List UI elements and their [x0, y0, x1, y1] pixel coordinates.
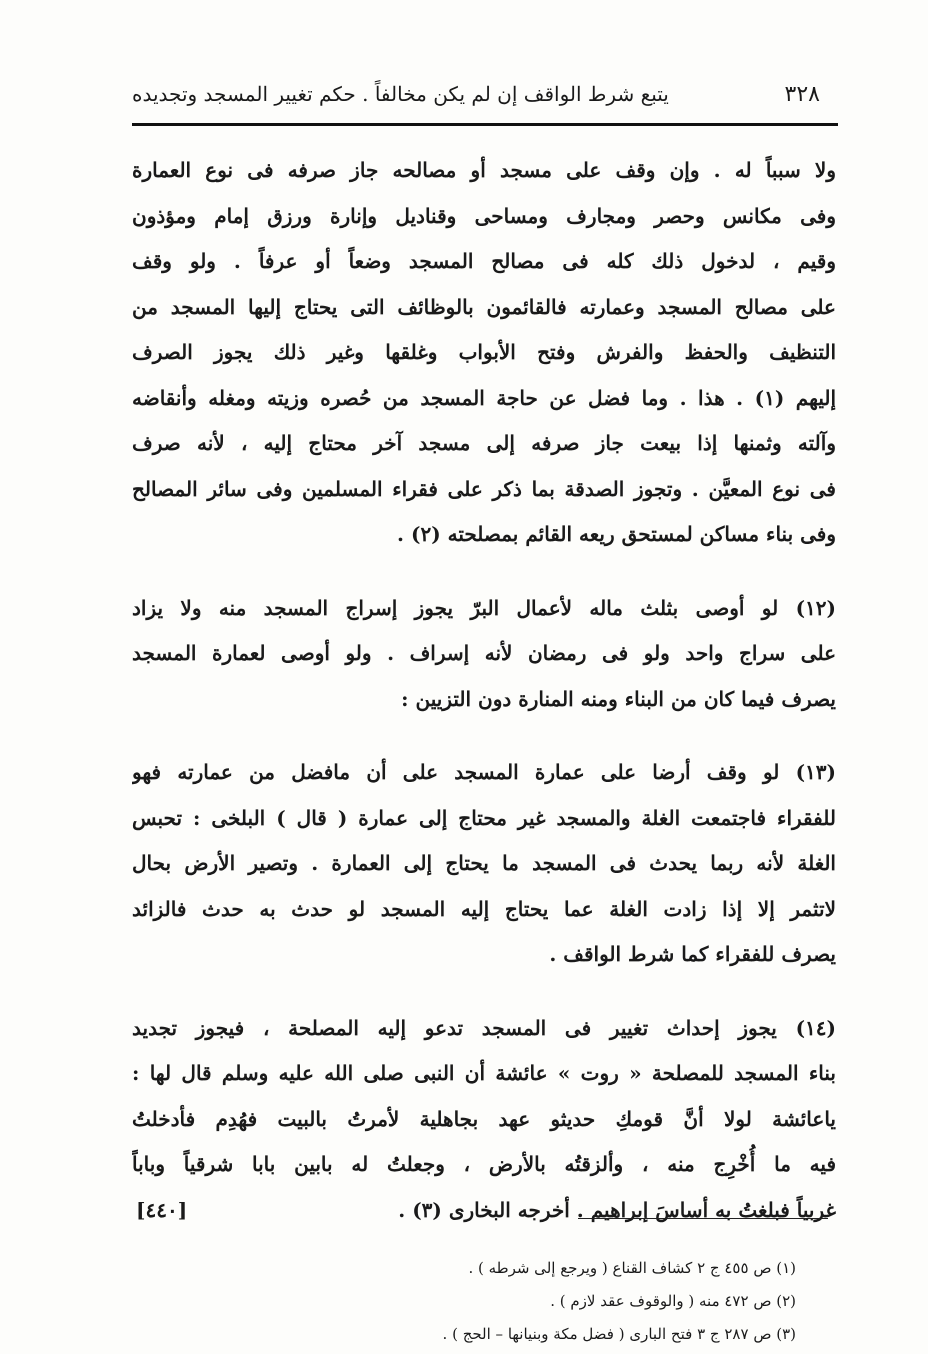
text-line: يصرف للفقراء كما شرط الواقف .	[549, 942, 836, 966]
text-line: ولا سبباً له . وإن وقف على مسجد أو مصالحه جاز صرفه فى نوع العمارة	[132, 158, 836, 182]
text-line: يصرف فيما كان من البناء ومنه المنارة دون التزيين :	[401, 686, 836, 711]
text-line: فيه ما أُخْرِج منه ، وألزقتُه بالأرض ، وجعلتُ له بابين بابا شرقياً وباباً	[132, 1152, 836, 1176]
text-line: فى نوع المعيَّن . وتجوز الصدقة بما ذكر على فقراء المسلمين وفى سائر المصالح	[132, 476, 836, 501]
text-line: للفقراء فاجتمعت الغلة والمسجد غير محتاج إلى عمارة ( قال ) البلخى : تحبس	[132, 805, 836, 830]
footnote-rule	[578, 1218, 828, 1219]
text-line: وفى مكانس وحصر ومجارف ومساحى وقناديل وإنارة ورزق إمام ومؤذون	[132, 203, 836, 228]
footnote-3: (٣) ص ٢٨٧ ج ٣ فتح البارى ( فضل مكة وبنيانها – الحج ) .	[442, 1325, 796, 1343]
main-text	[132, 148, 836, 1247]
text-line: لاتثمر إلا إذا زادت الغلة عما يحتاج إليه المسجد لو حدث به حدث فالزائد	[132, 896, 836, 921]
footnotes	[320, 1252, 796, 1351]
page-header	[132, 72, 820, 116]
text-line: (١٤) يجوز إحداث تغيير فى المسجد تدعو إليه المصلحة ، فيجوز تجديد	[132, 1015, 836, 1040]
text-line: على مصالح المسجد وعمارته فالقائمون بالوظائف التى يحتاج إليها المسجد من	[132, 294, 836, 319]
text-line: غربياً فبلغتُ به أساسَ إبراهيم . أخرجه البخارى (٣) .	[398, 1197, 836, 1222]
paragraph-intro	[132, 148, 836, 558]
footnote-1: (١) ص ٤٥٥ ج ٢ كشاف القناع ( ويرجع إلى شرطه ) .	[468, 1259, 796, 1277]
text-line: وقيم ، لدخول ذلك كله فى مصالح المسجد وضعاً أو عرفاً . ولو وقف	[132, 249, 836, 273]
text-line: الغلة لأنه ربما يحدث فى المسجد ما يحتاج إلى العمارة . وتصير الأرض بحال	[132, 851, 836, 875]
page-number: ٣٢٨	[784, 81, 820, 107]
text-line: (١٢) لو أوصى بثلث ماله لأعمال البرّ يجوز إسراج المسجد منه ولا يزاد	[132, 595, 836, 620]
running-title: يتبع شرط الواقف إن لم يكن مخالفاً . حكم تغيير المسجد وتجديده	[132, 82, 669, 106]
text-line: ياعائشة لولا أنَّ قومكِ حديثو عهد بجاهلية لأمرتُ بالبيت فهُدِم فأدخلتُ	[132, 1106, 836, 1131]
text-line: على سراج واحد ولو فى رمضان لأنه إسراف . ولو أوصى لعمارة المسجد	[132, 641, 836, 665]
text-line: وآلته وثمنها إذا بيعت جاز صرفه إلى مسجد آخر محتاج إليه ، لأنه صرف	[132, 431, 836, 455]
footnote-2: (٢) ص ٤٧٢ منه ( والوقوف عقد لازم ) .	[550, 1292, 796, 1310]
paragraph-13	[132, 750, 836, 978]
text-line: التنظيف والحفظ والفرش وفتح الأبواب وغلقها وغير ذلك يجوز الصرف	[132, 340, 836, 364]
paragraph-14	[132, 1006, 836, 1234]
header-rule	[132, 123, 838, 126]
text-line: (١٣) لو وقف أرضا على عمارة المسجد على أن مافضل من عمارته فهو	[132, 760, 836, 784]
text-line: وفى بناء مساكن لمستحق ريعه القائم بمصلحته (٢) .	[397, 522, 836, 546]
paragraph-12	[132, 586, 836, 723]
text-line-with-ref	[132, 1188, 836, 1234]
reference-tag: [٤٤٠]	[136, 1197, 188, 1222]
text-line: بناء المسجد للمصلحة « روت » عائشة أن النبى صلى الله عليه وسلم قال لها :	[132, 1061, 836, 1085]
text-line: إليهم (١) . هذا . وما فضل عن حاجة المسجد من حُصره وزيته ومغله وأنقاضه	[132, 385, 836, 410]
